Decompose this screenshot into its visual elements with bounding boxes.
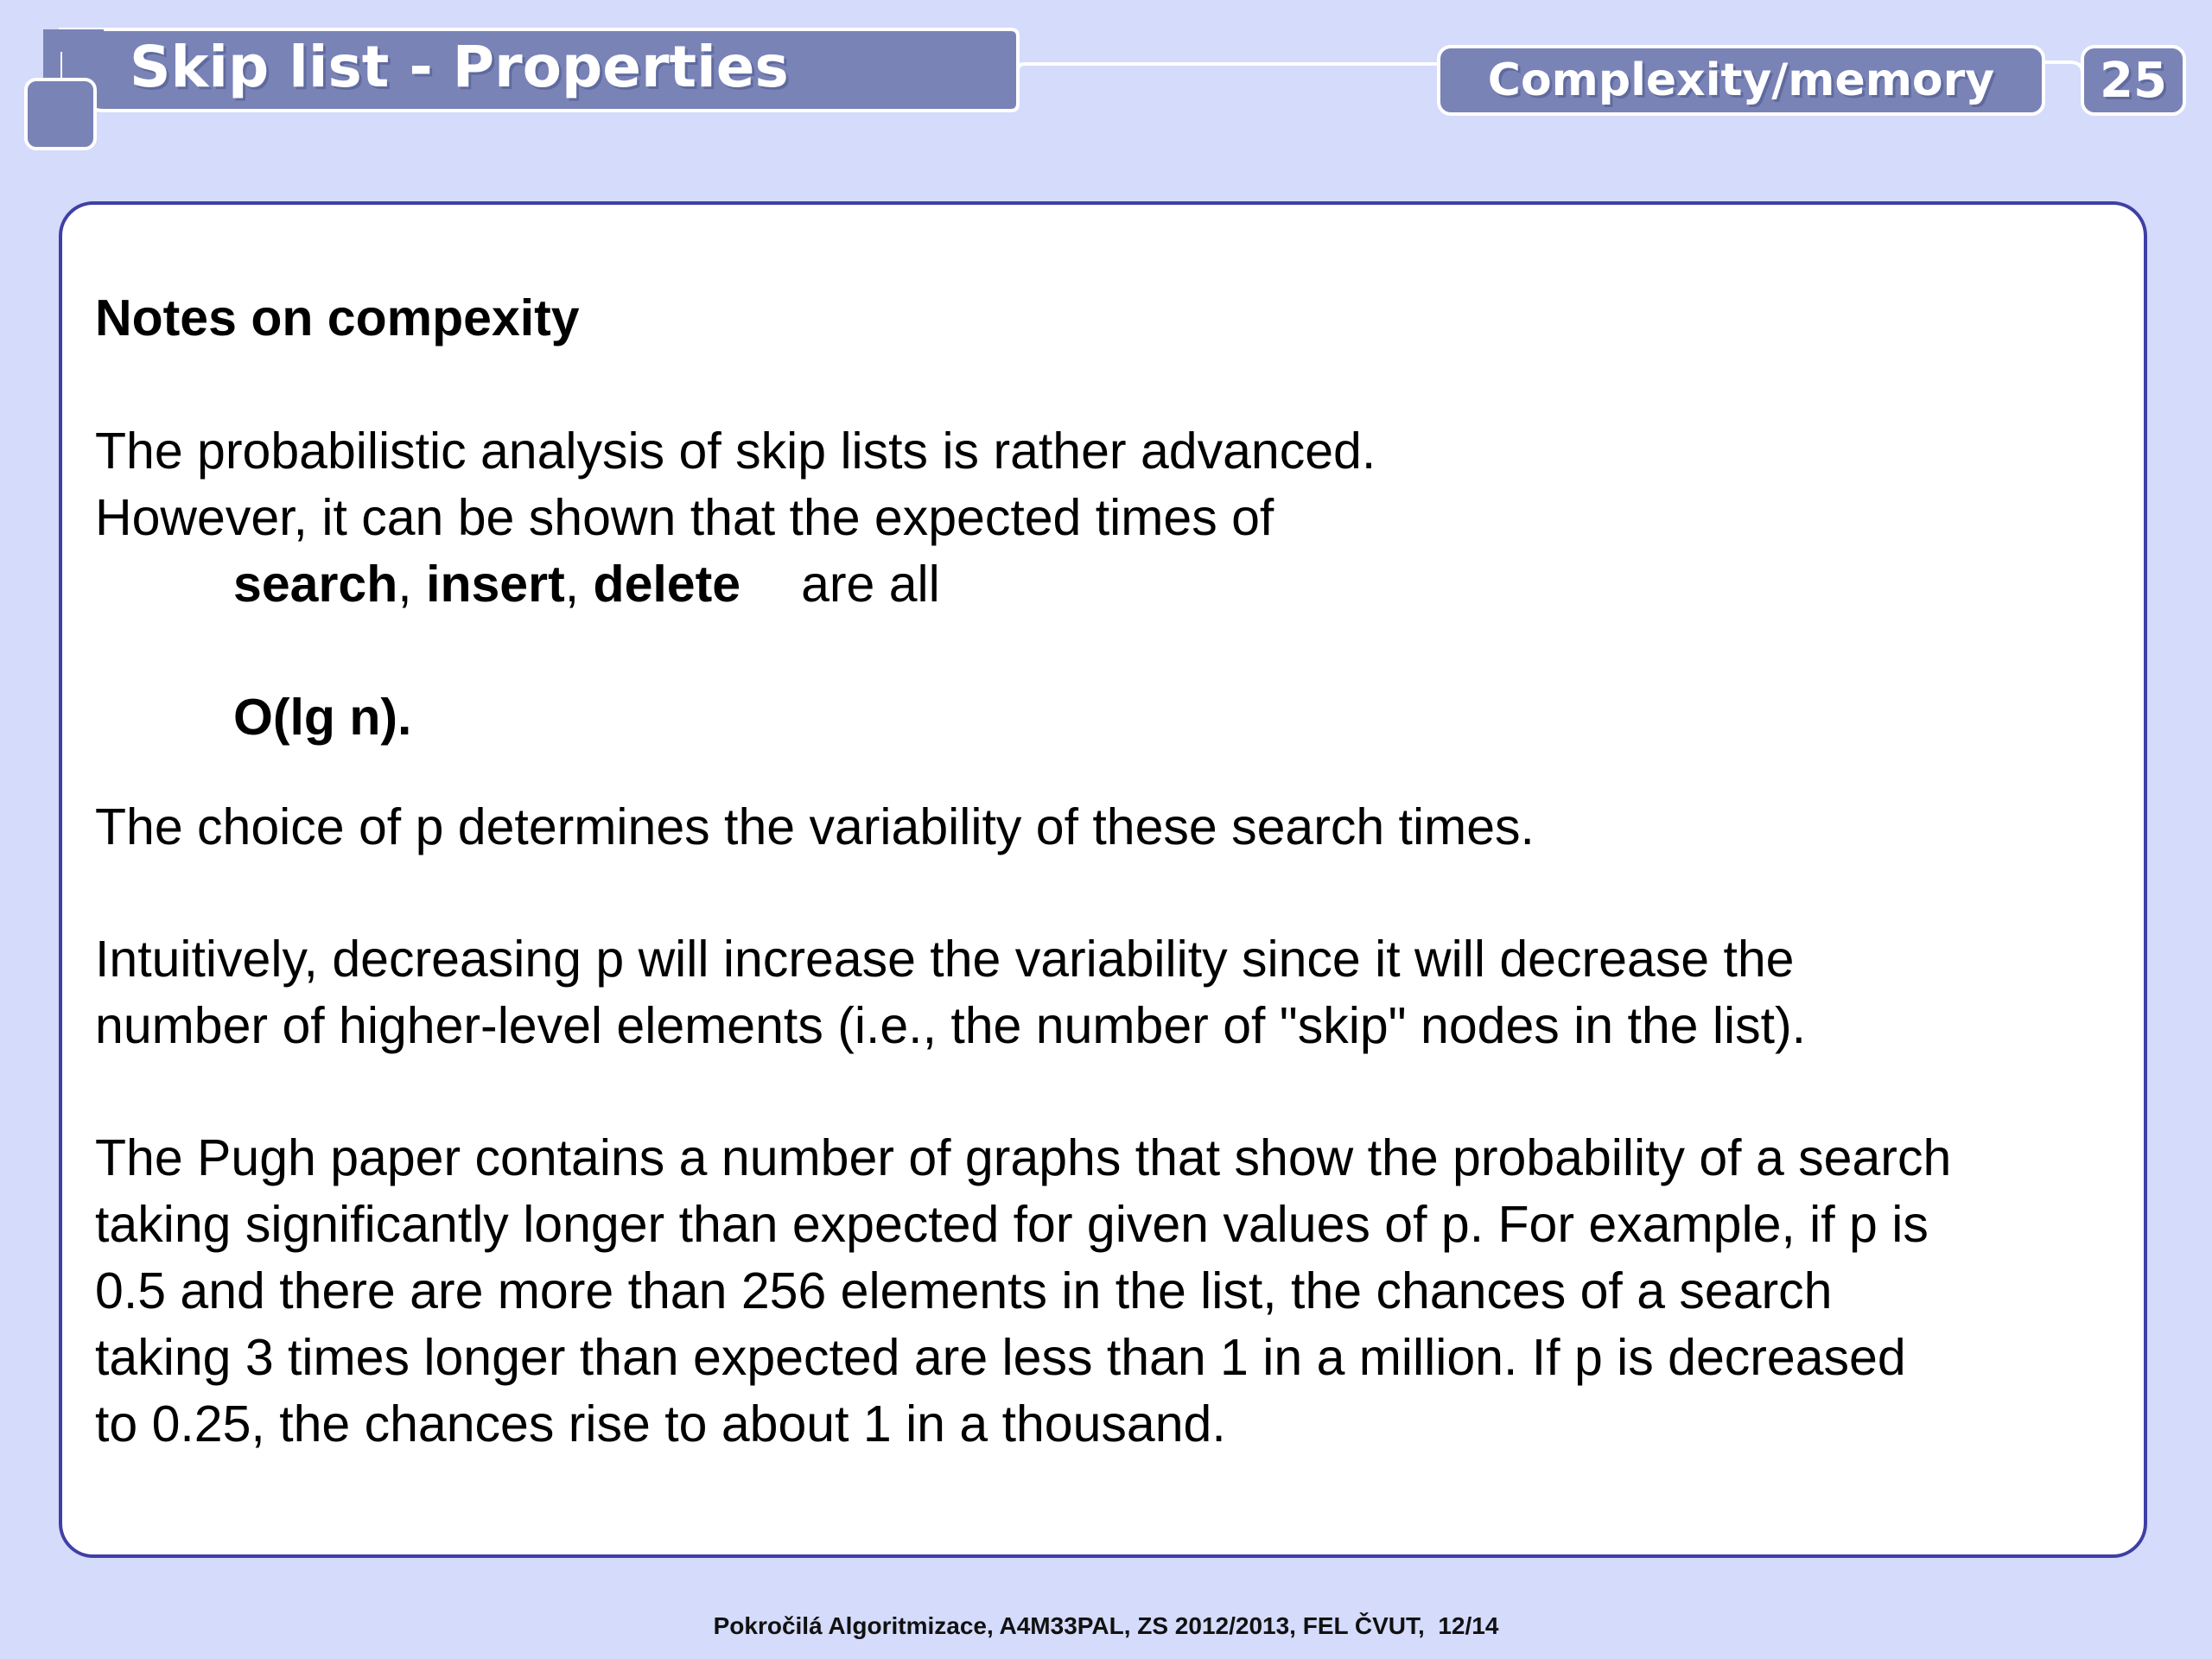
op-separator: , <box>397 556 427 613</box>
page-number: 25 <box>2100 52 2167 109</box>
section-tab-label: Complexity/memory <box>1487 54 1995 106</box>
complexity-statement: O(lg n). <box>233 689 412 746</box>
paragraph-line: The probabilistic analysis of skip lists is rather advanced. <box>95 423 1376 480</box>
paragraph-line: taking 3 times longer than expected are less than 1 in a million. If p is decreased <box>95 1329 1906 1386</box>
paragraph-line: The choice of p determines the variability of these search times. <box>95 798 1535 855</box>
paragraph-line: However, it can be shown that the expected times of <box>95 489 1274 546</box>
paragraph-line: number of higher-level elements (i.e., the number of "skip" nodes in the list). <box>95 997 1807 1054</box>
content-heading: Notes on compexity <box>95 289 580 346</box>
op-search: search <box>233 556 398 613</box>
paragraph-line: The Pugh paper contains a number of graphs that show the probability of a search <box>95 1129 1952 1186</box>
operations-line <box>95 551 2134 618</box>
ops-tail: are all <box>801 556 940 613</box>
paragraph-line: taking significantly longer than expected for given values of p. For example, if p is <box>95 1196 1929 1253</box>
paragraph-line: Intuitively, decreasing p will increase the variability since it will decrease the <box>95 931 1795 988</box>
paragraph-line: to 0.25, the chances rise to about 1 in a thousand. <box>95 1395 1226 1452</box>
op-insert: insert <box>426 556 565 613</box>
op-separator: , <box>564 556 594 613</box>
slide-title: Skip list - Properties <box>130 34 789 100</box>
paragraph-line: 0.5 and there are more than 256 elements in the list, the chances of a search <box>95 1262 1833 1319</box>
content-body <box>95 285 2134 1458</box>
footer-text: Pokročilá Algoritmizace, A4M33PAL, ZS 2012/2013, FEL ČVUT, 12/14 <box>713 1612 1499 1639</box>
op-delete: delete <box>593 556 741 613</box>
